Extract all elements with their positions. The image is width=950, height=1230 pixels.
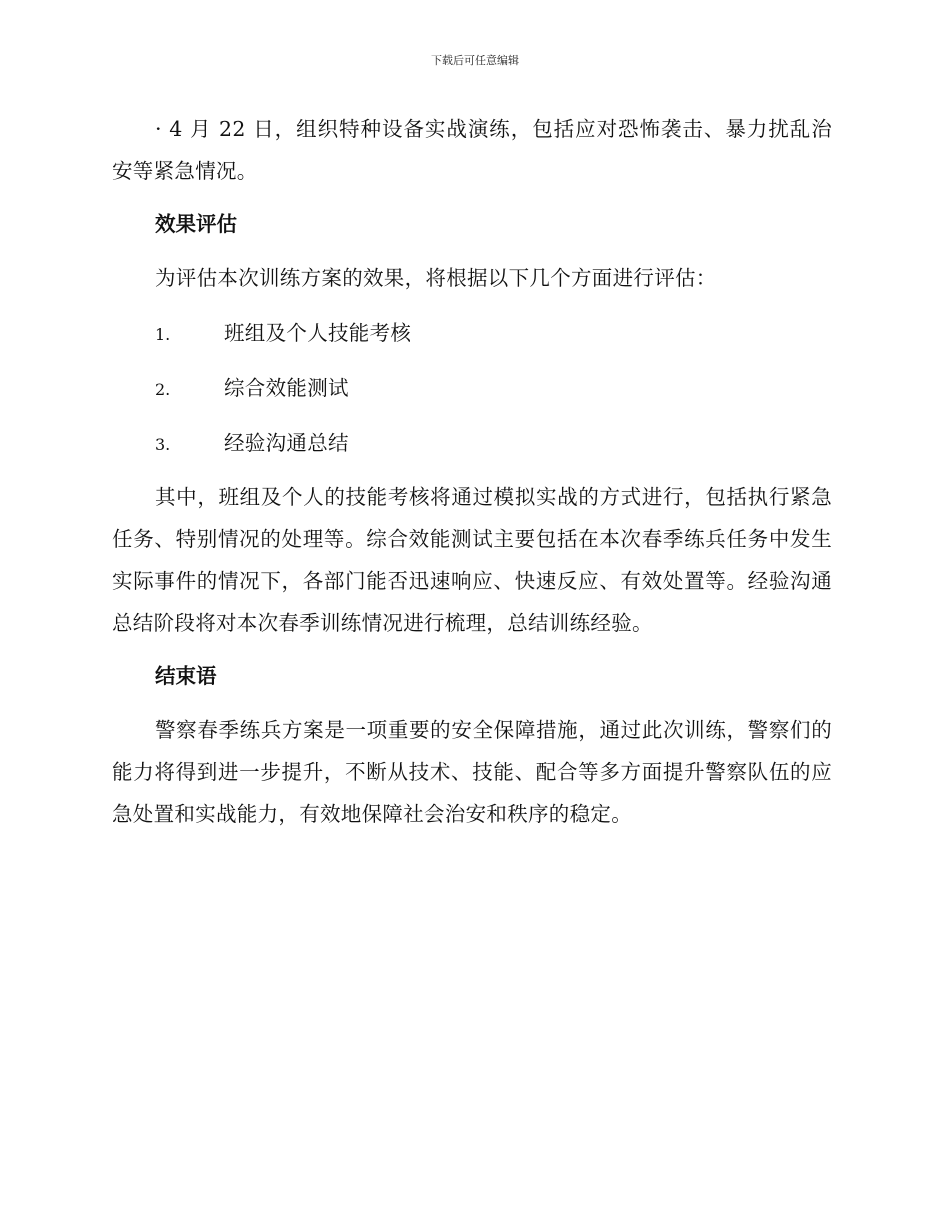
list-item (112, 422, 832, 464)
conclusion-heading: 结束语 (155, 664, 217, 688)
drill-paragraph: · 4 月 22 日，组织特种设备实战演练，包括应对恐怖袭击、暴力扰乱治安等紧急情况。 (112, 117, 832, 183)
evaluation-intro: 为评估本次训练方案的效果，将根据以下几个方面进行评估： (155, 266, 717, 290)
evaluation-heading: 效果评估 (155, 212, 237, 236)
conclusion-body: 警察春季练兵方案是一项重要的安全保障措施，通过此次训练，警察们的能力将得到进一步提升，不断从技术、技能、配合等多方面提升警察队伍的应急处置和实战能力，有效地保障社会治安和秩序的稳定。 (112, 718, 832, 826)
list-item-text: 经验沟通总结 (224, 431, 349, 455)
list-item (112, 367, 832, 409)
list-item-text: 综合效能测试 (224, 376, 349, 400)
list-item-number: 3. (155, 435, 171, 454)
document-body (112, 108, 832, 835)
list-item (112, 312, 832, 354)
list-item-number: 2. (155, 380, 171, 399)
evaluation-body: 其中，班组及个人的技能考核将通过模拟实战的方式进行，包括执行紧急任务、特别情况的处理等。综合效能测试主要包括在本次春季练兵任务中发生实际事件的情况下，各部门能否迅速响应、快速反应、有效处置等。经验沟通总结阶段将对本次春季训练情况进行梳理，总结训练经验。 (112, 485, 832, 635)
evaluation-list (112, 312, 832, 464)
list-item-number: 1. (155, 325, 171, 344)
list-item-text: 班组及个人技能考核 (224, 321, 412, 345)
page-header: 下载后可任意编辑 (431, 54, 519, 67)
